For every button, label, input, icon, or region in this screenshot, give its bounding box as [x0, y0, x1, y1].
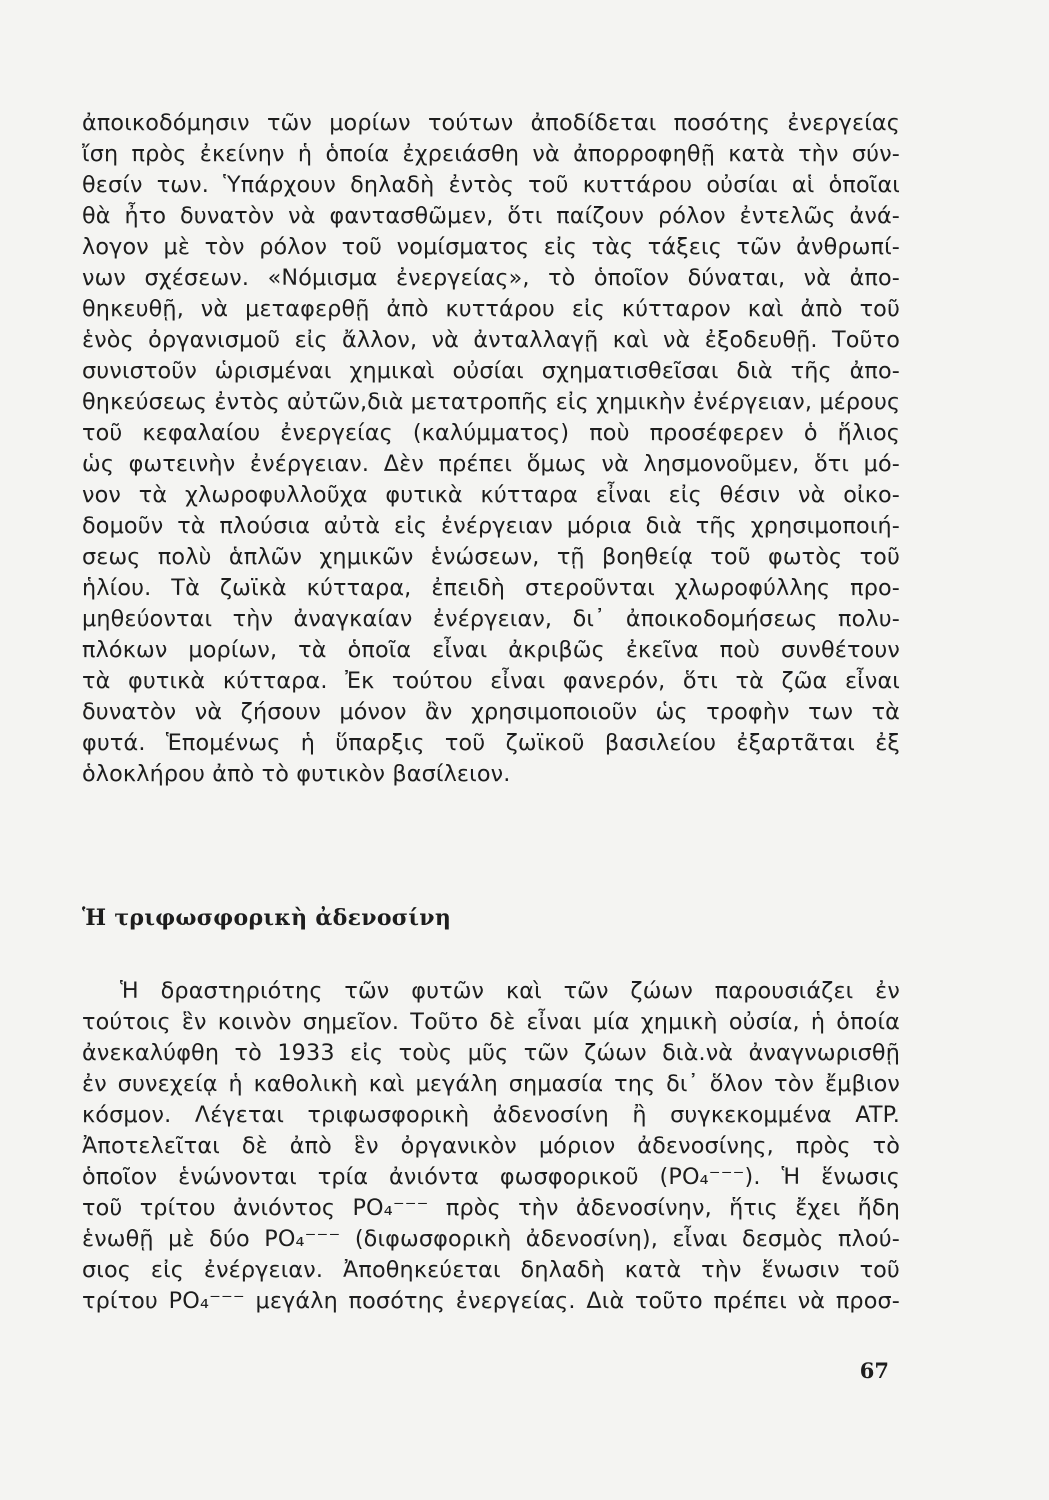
text-line: σεως πολὺ ἁπλῶν χημικῶν ἑνώσεων, τῇ βοηθείᾳ τοῦ φωτὸς τοῦ	[82, 544, 900, 570]
text-line: ἀνεκαλύφθη τὸ 1933 εἰς τοὺς μῦς τῶν ζώων διὰ.νὰ ἀναγνωρισθῇ	[82, 1040, 900, 1066]
text-line: ἡλίου. Τὰ ζωϊκὰ κύτταρα, ἐπειδὴ στεροῦνται χλωροφύλλης προ-	[82, 575, 900, 601]
page-number: 67	[859, 1358, 889, 1383]
text-line: σιος εἰς ἐνέργειαν. Ἀποθηκεύεται δηλαδὴ κατὰ τὴν ἕνωσιν τοῦ	[82, 1257, 900, 1283]
text-line: θεσίν των. Ὑπάρχουν δηλαδὴ ἐντὸς τοῦ κυττάρου οὐσίαι αἱ ὁποῖαι	[82, 172, 900, 198]
text-line: ὁποῖον ἑνώνονται τρία ἀνιόντα φωσφορικοῦ (PO₄⁻⁻⁻). Ἡ ἕνωσις	[82, 1164, 900, 1190]
text-line: πλόκων μορίων, τὰ ὁποῖα εἶναι ἀκριβῶς ἐκεῖνα ποὺ συνθέτουν	[82, 637, 900, 663]
text-line: Ἡ δραστηριότης τῶν φυτῶν καὶ τῶν ζώων παρουσιάζει ἐν	[120, 978, 900, 1004]
text-line: ἴση πρὸς ἐκείνην ἡ ὁποία ἐχρειάσθη νὰ ἀπορροφηθῇ κατὰ τὴν σύν-	[82, 141, 900, 167]
text-line: ὡς φωτεινὴν ἐνέργειαν. Δὲν πρέπει ὅμως νὰ λησμονοῦμεν, ὅτι μό-	[82, 451, 900, 477]
text-line: θηκευθῇ, νὰ μεταφερθῇ ἀπὸ κυττάρου εἰς κύτταρον καὶ ἀπὸ τοῦ	[82, 296, 900, 322]
text-line: ἀποικοδόμησιν τῶν μορίων τούτων ἀποδίδεται ποσότης ἐνεργείας	[82, 110, 900, 136]
paragraph-1	[82, 108, 900, 790]
text-line: δομοῦν τὰ πλούσια αὐτὰ εἰς ἐνέργειαν μόρια διὰ τῆς χρησιμοποιή-	[82, 513, 900, 539]
text-line: ἐν συνεχείᾳ ἡ καθολικὴ καὶ μεγάλη σημασία της δι᾽ ὅλον τὸν ἔμβιον	[82, 1071, 900, 1097]
text-line: τούτοις ἓν κοινὸν σημεῖον. Τοῦτο δὲ εἶναι μία χημικὴ οὐσία, ἡ ὁποία	[82, 1009, 900, 1035]
text-line: κόσμον. Λέγεται τριφωσφορικὴ ἀδενοσίνη ἢ συγκεκομμένα ATP.	[82, 1102, 900, 1128]
paragraph-2	[82, 976, 900, 1317]
text-line: συνιστοῦν ὡρισμέναι χημικαὶ οὐσίαι σχηματισθεῖσαι διὰ τῆς ἀπο-	[82, 358, 900, 384]
text-line: τὰ φυτικὰ κύτταρα. Ἐκ τούτου εἶναι φανερόν, ὅτι τὰ ζῶα εἶναι	[82, 668, 900, 694]
text-line: δυνατὸν νὰ ζήσουν μόνον ἂν χρησιμοποιοῦν ὡς τροφὴν των τὰ	[82, 699, 900, 725]
section-heading: Ἡ τριφωσφορικὴ ἀδενοσίνη	[82, 905, 452, 931]
text-line: Ἀποτελεῖται δὲ ἀπὸ ἓν ὀργανικὸν μόριον ἀδενοσίνης, πρὸς τὸ	[82, 1133, 900, 1159]
text-line: ὁλοκλήρου ἀπὸ τὸ φυτικὸν βασίλειον.	[82, 761, 511, 787]
text-line: μηθεύονται τὴν ἀναγκαίαν ἐνέργειαν, δι᾽ ἀποικοδομήσεως πολυ-	[82, 606, 900, 632]
text-line: νων σχέσεων. «Νόμισμα ἐνεργείας», τὸ ὁποῖον δύναται, νὰ ἀπο-	[82, 265, 900, 291]
text-line: λογον μὲ τὸν ρόλον τοῦ νομίσματος εἰς τὰς τάξεις τῶν ἀνθρωπί-	[82, 234, 900, 260]
text-line: τοῦ κεφαλαίου ἐνεργείας (καλύμματος) ποὺ προσέφερεν ὁ ἥλιος	[82, 420, 900, 446]
text-line: θὰ ἦτο δυνατὸν νὰ φαντασθῶμεν, ὅτι παίζουν ρόλον ἐντελῶς ἀνά-	[82, 203, 900, 229]
text-line: ἑνὸς ὀργανισμοῦ εἰς ἄλλον, νὰ ἀνταλλαγῇ καὶ νὰ ἐξοδευθῇ. Τοῦτο	[82, 327, 900, 353]
text-line: θηκεύσεως ἐντὸς αὐτῶν,διὰ μετατροπῆς εἰς χημικὴν ἐνέργειαν, μέρους	[82, 389, 901, 415]
text-line: ἑνωθῇ μὲ δύο PO₄⁻⁻⁻ (διφωσφορικὴ ἀδενοσίνη), εἶναι δεσμὸς πλού-	[82, 1226, 900, 1252]
text-line: νον τὰ χλωροφυλλοῦχα φυτικὰ κύτταρα εἶναι εἰς θέσιν νὰ οἰκο-	[82, 482, 900, 508]
text-line: τοῦ τρίτου ἀνιόντος PO₄⁻⁻⁻ πρὸς τὴν ἀδενοσίνην, ἥτις ἔχει ἤδη	[82, 1195, 900, 1221]
text-line: τρίτου PO₄⁻⁻⁻ μεγάλη ποσότης ἐνεργείας. Διὰ τοῦτο πρέπει νὰ προσ-	[82, 1288, 900, 1314]
text-line: φυτά. Ἑπομένως ἡ ὕπαρξις τοῦ ζωϊκοῦ βασιλείου ἐξαρτᾶται ἐξ	[82, 730, 900, 756]
